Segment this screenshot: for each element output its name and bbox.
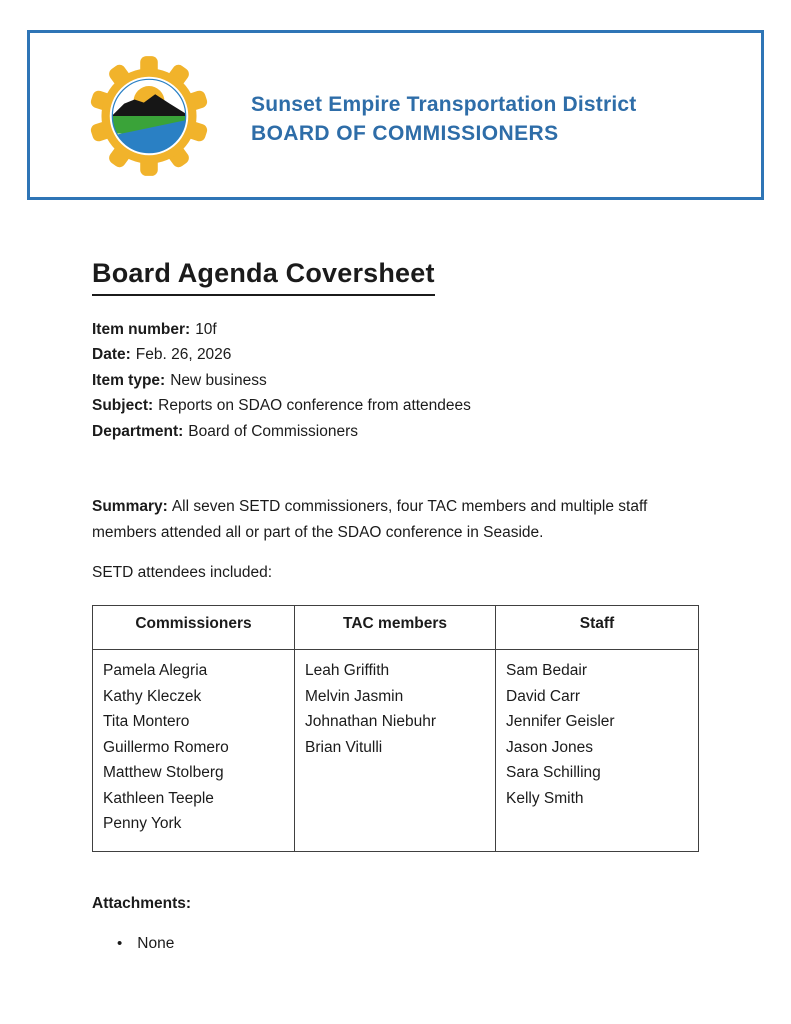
field-label: Department: (92, 422, 184, 440)
attachments-label: Attachments: (92, 894, 192, 912)
attendee-name: Guillermo Romero (103, 738, 229, 756)
org-name: Sunset Empire Transportation District (251, 93, 637, 116)
field-department (92, 419, 706, 444)
attendee-name: Pamela Alegria (103, 662, 208, 680)
field-value: Board of Commissioners (188, 422, 358, 440)
field-item-number (92, 317, 706, 342)
field-value: New business (170, 371, 267, 389)
field-value: Feb. 26, 2026 (135, 346, 232, 364)
field-label: Subject: (92, 397, 154, 415)
field-value: Reports on SDAO conference from attendees (158, 397, 471, 415)
column-header-tac-members: TAC members (295, 606, 496, 650)
attendee-name: Tita Montero (103, 713, 190, 731)
page-title: Board Agenda Coversheet (92, 258, 435, 296)
summary-text: All seven SETD commissioners, four TAC members and multiple staff members attended all or part of the SDAO conference in Seaside. (92, 498, 648, 542)
setd-gear-sunset-logo-icon (87, 54, 211, 178)
field-item-type (92, 368, 706, 393)
field-label: Item type: (92, 371, 166, 389)
attendee-name: Kathy Kleczek (103, 687, 202, 705)
field-list (92, 317, 706, 444)
attendee-name: Kelly Smith (506, 789, 584, 807)
attendee-name: Johnathan Niebuhr (305, 713, 436, 731)
attendee-name: Jason Jones (506, 738, 594, 756)
summary-label: Summary: (92, 498, 168, 516)
column-header-staff: Staff (496, 606, 699, 650)
attendee-name: Jennifer Geisler (506, 713, 615, 731)
attendees-intro: SETD attendees included: (92, 564, 273, 582)
column-header-commissioners: Commissioners (93, 606, 295, 650)
field-value: 10f (195, 321, 217, 338)
field-subject (92, 393, 706, 418)
field-date (92, 342, 706, 367)
attachment-value: None (137, 934, 175, 952)
attendee-name: Melvin Jasmin (305, 687, 404, 705)
table-header-row (93, 606, 699, 650)
attachment-list-item (92, 935, 706, 953)
commissioners-cell (93, 650, 295, 852)
attendee-name: Sara Schilling (506, 764, 601, 782)
attendees-table (92, 605, 699, 852)
tac-members-cell (295, 650, 496, 852)
field-label: Item number: (92, 321, 191, 338)
attendee-name: Kathleen Teeple (103, 789, 214, 807)
summary-paragraph (92, 494, 706, 546)
attendee-name: Leah Griffith (305, 662, 390, 680)
letterhead-banner (27, 30, 764, 200)
document-body (92, 258, 706, 953)
table-body-row (93, 650, 699, 852)
bullet-icon (117, 935, 122, 952)
org-titles (251, 90, 636, 148)
attendee-name: Penny York (103, 815, 182, 833)
attendee-name: David Carr (506, 687, 581, 705)
org-subtitle: BOARD OF COMMISSIONERS (251, 122, 559, 145)
attendee-name: Matthew Stolberg (103, 764, 224, 782)
attendee-name: Brian Vitulli (305, 738, 383, 756)
staff-cell (496, 650, 699, 852)
field-label: Date: (92, 346, 131, 364)
attendee-name: Sam Bedair (506, 662, 587, 680)
